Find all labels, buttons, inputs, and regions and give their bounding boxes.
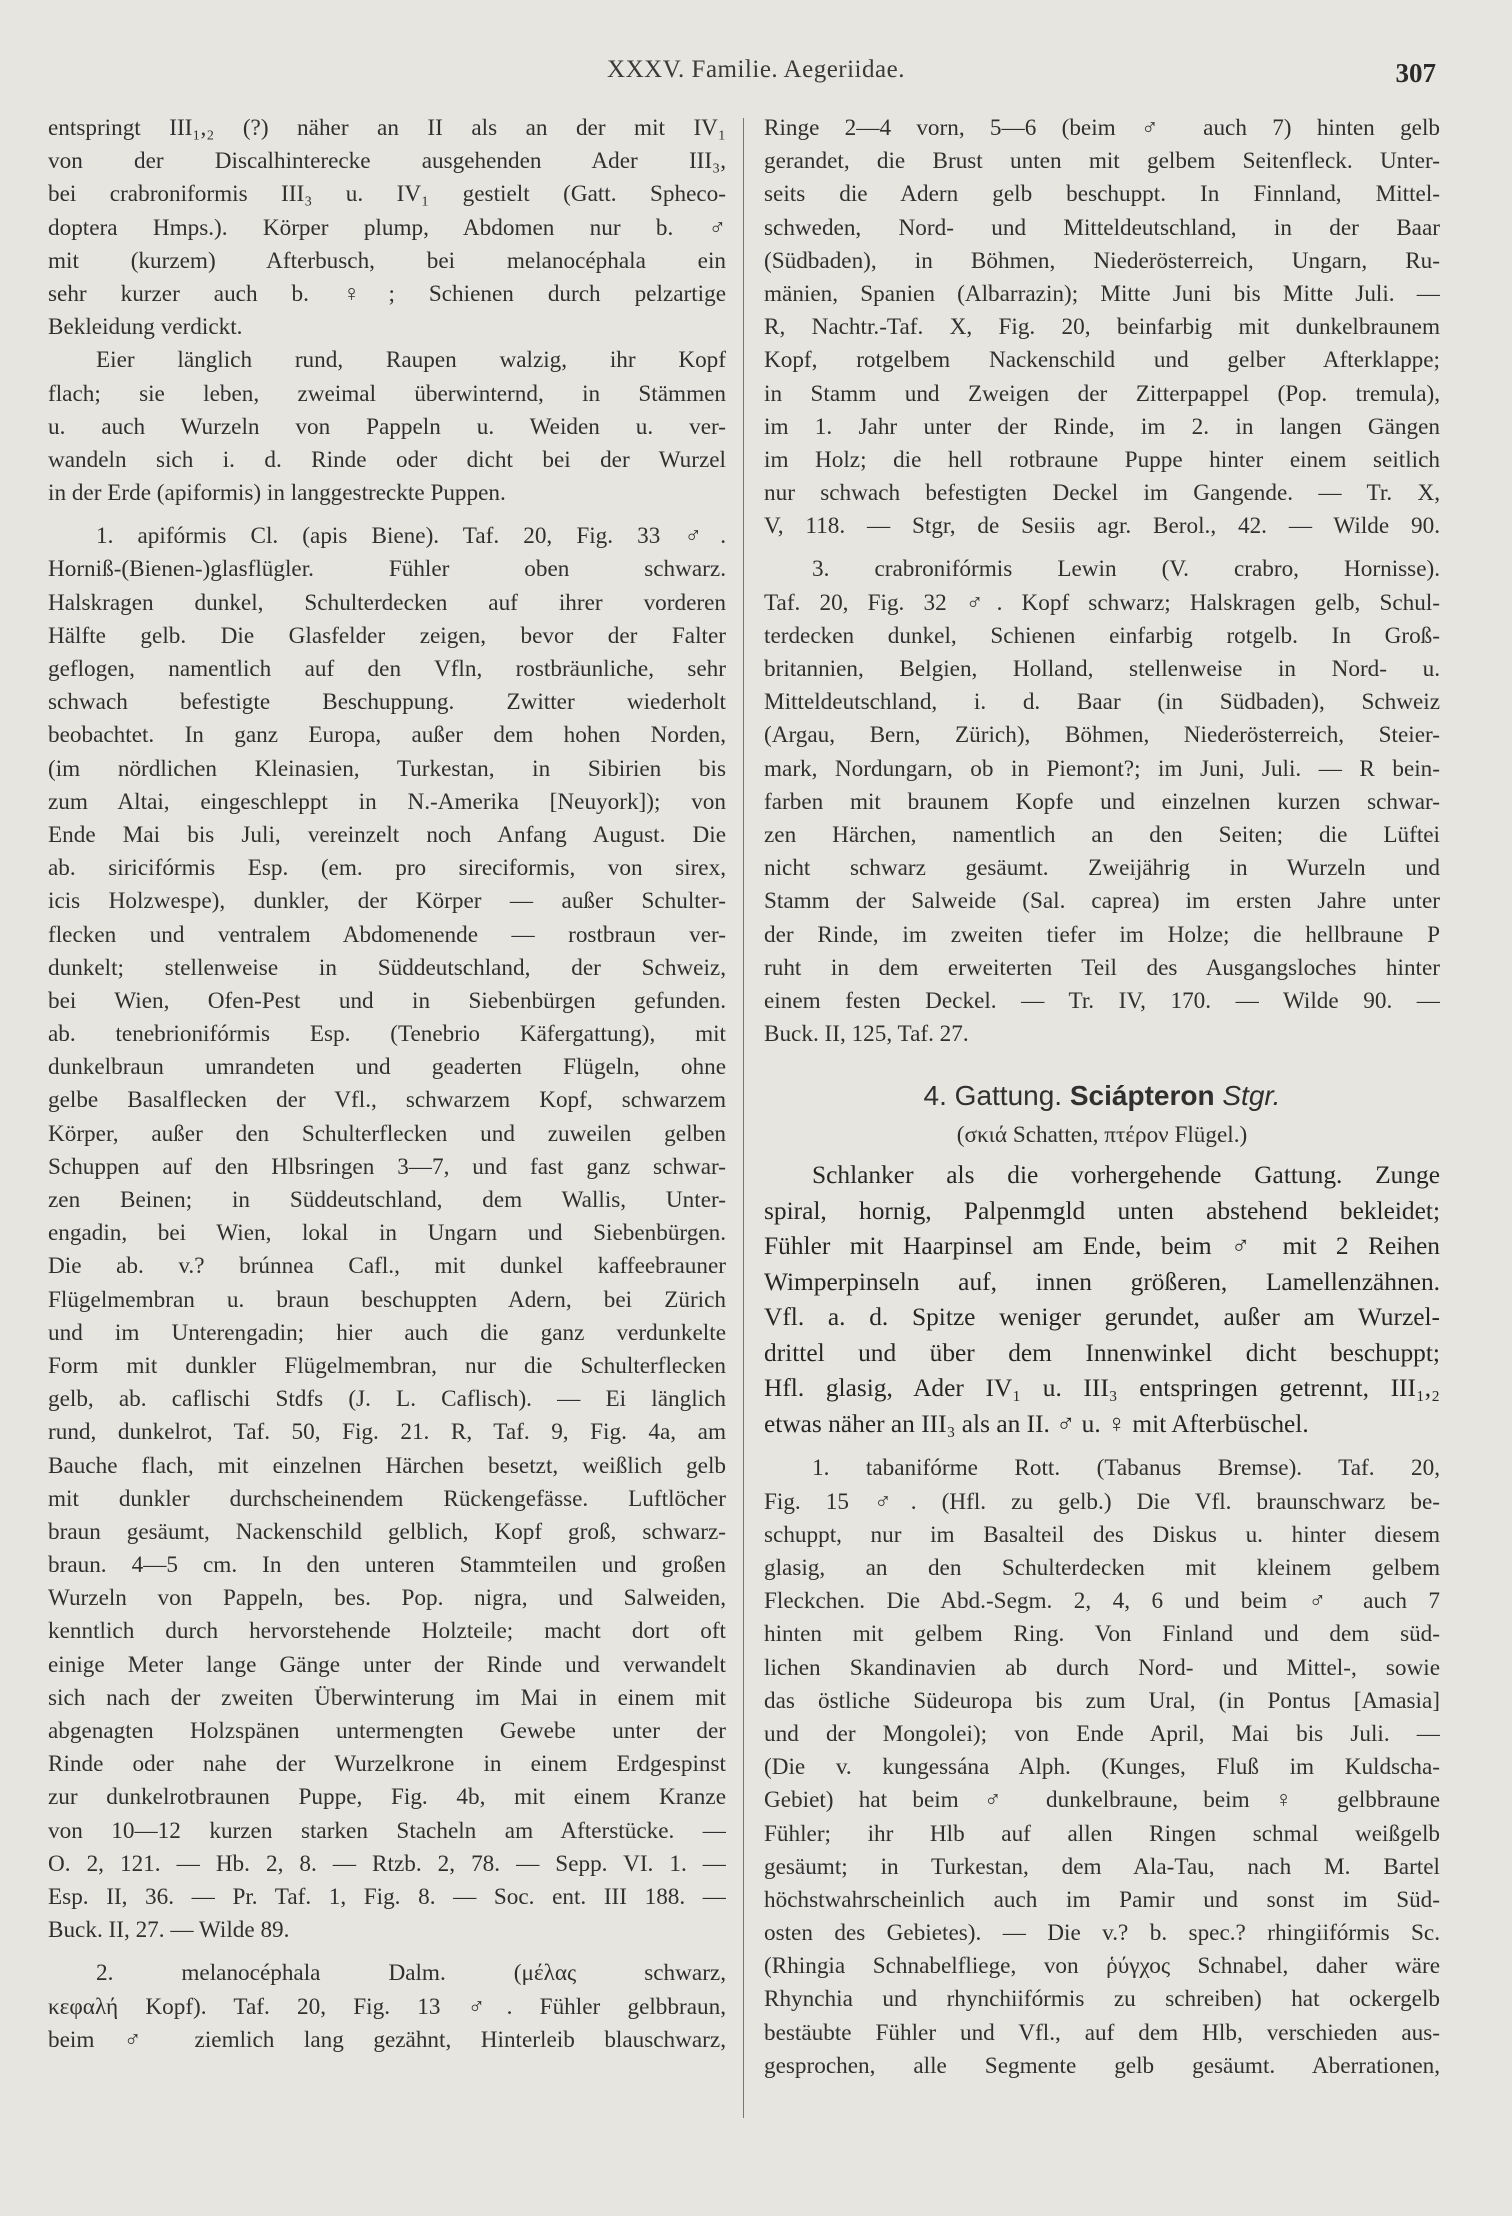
- text-line: R, Nachtr.-Taf. X, Fig. 20, beinfarbig mit dunkelbraunem: [764, 314, 1440, 341]
- text-line: Bekleidung verdickt.: [48, 314, 243, 341]
- text-line: das östliche Südeuropa bis zum Ural, (in Pontus [Amasia]: [764, 1687, 1440, 1714]
- text-line: gerandet, die Brust unten mit gelbem Seitenfleck. Unter-: [764, 148, 1440, 175]
- text-line: höchstwahrscheinlich auch im Pamir und sonst im Süd-: [764, 1886, 1440, 1913]
- text-line: 3. crabronifórmis Lewin (V. crabro, Hornisse).: [812, 556, 1440, 583]
- spacer: [48, 1947, 726, 1957]
- text-line: Wimperpinseln auf, innen größeren, Lamellenzähnen.: [764, 1267, 1440, 1296]
- text-line: spiral, hornig, Palpenmgld unten abstehend bekleidet;: [764, 1196, 1440, 1225]
- running-header: XXXV. Familie. Aegeriidae.: [607, 56, 905, 83]
- text-line: 1. apifórmis Cl. (apis Biene). Taf. 20, Fig. 33 ♂.: [96, 523, 726, 550]
- text-line: dunkelbraun umrandeten und geaderten Flügeln, ohne: [48, 1054, 726, 1081]
- text-line: nur schwach befestigten Deckel im Gangende. — Tr. X,: [764, 480, 1440, 507]
- text-line: Buck. II, 27. — Wilde 89.: [48, 1917, 290, 1944]
- text-line: (Südbaden), in Böhmen, Niederösterreich, Ungarn, Ru-: [764, 247, 1440, 274]
- right-column-top: [764, 112, 1440, 1051]
- text-line: Halskragen dunkel, Schulterdecken auf ihrer vorderen: [48, 589, 726, 616]
- text-line: und der Mongolei); von Ende April, Mai bis Juli. —: [764, 1720, 1440, 1747]
- text-line: in der Erde (apiformis) in langgestreckte Puppen.: [48, 480, 506, 507]
- text-line: Flügelmembran u. braun beschuppten Adern, bei Zürich: [48, 1286, 726, 1313]
- text-line: im Holz; die hell rotbraune Puppe hinter einem seitlich: [764, 446, 1440, 473]
- text-line: doptera Hmps.). Körper plump, Abdomen nur b. ♂: [48, 214, 726, 241]
- text-line: nicht schwarz gesäumt. Zweijährig in Wurzeln und: [764, 855, 1440, 882]
- text-line: bei crabroniformis III₃ u. IV₁ gestielt (Gatt. Spheco-: [48, 181, 726, 208]
- text-line: Eier länglich rund, Raupen walzig, ihr Kopf: [96, 347, 726, 374]
- spacer: [764, 1442, 1440, 1452]
- text-line: zen Härchen, namentlich an den Seiten; die Lüftei: [764, 821, 1440, 848]
- text-line: mit dunkler durchscheinendem Rückengefässe. Luftlöcher: [48, 1485, 726, 1512]
- text-line: hinten mit gelbem Ring. Von Finland und dem süd-: [764, 1621, 1440, 1648]
- text-line: Fühler; ihr Hlb auf allen Ringen schmal weißgelb: [764, 1820, 1440, 1847]
- text-line: Esp. II, 36. — Pr. Taf. 1, Fig. 8. — Soc. ent. III 188. —: [48, 1883, 726, 1910]
- text-line: 2. melanocéphala Dalm. (μέλας schwarz,: [96, 1960, 726, 1987]
- text-line: dunkelt; stellenweise in Süddeutschland, der Schweiz,: [48, 954, 726, 981]
- text-line: im 1. Jahr unter der Rinde, im 2. in langen Gängen: [764, 413, 1440, 440]
- text-line: abgenagten Holzspänen untermengten Gewebe unter der: [48, 1718, 726, 1744]
- text-line: Stamm der Salweide (Sal. caprea) im ersten Jahre unter: [764, 888, 1440, 915]
- genus-name: Sciápteron: [1069, 1080, 1215, 1112]
- text-line: u. auch Wurzeln von Pappeln u. Weiden u. ver-: [48, 413, 726, 440]
- text-line: sich nach der zweiten Überwinterung im Mai in einem mit: [48, 1684, 726, 1711]
- text-line: O. 2, 121. — Hb. 2, 8. — Rtzb. 2, 78. — Sepp. VI. 1. —: [48, 1850, 726, 1877]
- left-column: [48, 112, 726, 2057]
- text-line: Form mit dunkler Flügelmembran, nur die Schulterflecken: [48, 1352, 726, 1379]
- text-line: britannien, Belgien, Holland, stellenweise in Nord- u.: [764, 656, 1440, 682]
- text-line: gelb, ab. caflischi Stdfs (J. L. Caflisch). — Ei länglich: [48, 1386, 726, 1413]
- text-line: zen Beinen; in Süddeutschland, dem Wallis, Unter-: [48, 1187, 726, 1213]
- spacer: [48, 510, 726, 520]
- text-line: Hälfte gelb. Die Glasfelder zeigen, bevor der Falter: [48, 622, 726, 649]
- text-line: terdecken dunkel, Schienen einfarbig rotgelb. In Groß-: [764, 622, 1440, 649]
- text-line: V, 118. — Stgr, de Sesiis agr. Berol., 42. — Wilde 90.: [764, 513, 1440, 540]
- text-line: einem festen Deckel. — Tr. IV, 170. — Wilde 90. —: [764, 987, 1440, 1014]
- genus-etymology: (σκιά Schatten, πτέρον Flügel.): [956, 1122, 1248, 1149]
- text-line: Ende Mai bis Juli, vereinzelt noch Anfang August. Die: [48, 821, 726, 848]
- genus-author: Stgr.: [1222, 1080, 1281, 1112]
- text-line: drittel und über dem Innenwinkel dicht beschuppt;: [764, 1338, 1440, 1367]
- text-line: Horniß-(Bienen-)glasflügler. Fühler oben schwarz.: [48, 556, 726, 583]
- text-line: Fleckchen. Die Abd.-Segm. 2, 4, 6 und beim ♂ auch 7: [764, 1588, 1440, 1615]
- text-line: mit (kurzem) Afterbusch, bei melanocéphala ein: [48, 247, 726, 274]
- text-line: Die ab. v.? brúnnea Cafl., mit dunkel kaffeebrauner: [48, 1253, 726, 1280]
- text-line: ab. tenebrionifórmis Esp. (Tenebrio Käfergattung), mit: [48, 1021, 726, 1048]
- text-line: (Rhingia Schnabelfliege, von ῥύγχος Schnabel, daher wäre: [764, 1953, 1440, 1980]
- text-line: osten des Gebietes). — Die v.? b. spec.? rhingiifórmis Sc.: [764, 1920, 1440, 1947]
- text-line: schweden, Nord- und Mitteldeutschland, in der Baar: [764, 214, 1440, 241]
- text-line: gesäumt; in Turkestan, dem Ala-Tau, nach M. Bartel: [764, 1853, 1440, 1880]
- text-line: in Stamm und Zweigen der Zitterpappel (Pop. tremula),: [764, 380, 1440, 407]
- text-line: gelbe Basalflecken der Vfl., schwarzem Kopf, schwarzem: [48, 1087, 726, 1114]
- text-line: rund, dunkelrot, Taf. 50, Fig. 21. R, Taf. 9, Fig. 4a, am: [48, 1419, 726, 1446]
- text-line: mark, Nordungarn, ob in Piemont?; im Juni, Juli. — R bein-: [764, 755, 1440, 782]
- text-line: schuppt, nur im Basalteil des Diskus u. hinter diesem: [764, 1521, 1440, 1548]
- text-line: etwas näher an III₃ als an II. ♂ u. ♀ mit Afterbüschel.: [764, 1409, 1309, 1438]
- text-line: Rinde oder nahe der Wurzelkrone in einem Erdgespinst: [48, 1751, 726, 1778]
- text-line: flach; sie leben, zweimal überwinternd, in Stämmen: [48, 380, 726, 407]
- text-line: lichen Skandinavien ab durch Nord- und Mittel-, sowie: [764, 1654, 1440, 1681]
- genus-description: [764, 1158, 1440, 1442]
- text-line: entspringt III₁,₂ (?) näher an II als an der mit IV₁: [48, 115, 726, 141]
- right-column-bottom: [764, 1452, 1440, 2083]
- text-line: braun gesäumt, Nackenschild gelblich, Kopf groß, schwarz-: [48, 1518, 726, 1545]
- text-line: (Argau, Bern, Zürich), Böhmen, Niederösterreich, Steier-: [764, 722, 1440, 749]
- text-line: (Die v. kungessána Alph. (Kunges, Fluß im Kuldscha-: [764, 1754, 1440, 1781]
- text-line: farben mit braunem Kopfe und einzelnen kurzen schwar-: [764, 788, 1440, 815]
- genus-number: 4. Gattung.: [923, 1080, 1063, 1112]
- text-line: Wurzeln von Pappeln, bes. Pop. nigra, und Salweiden,: [48, 1585, 726, 1612]
- text-line: zum Altai, eingeschleppt in N.-Amerika [Neuyork]); von: [48, 788, 726, 815]
- column-divider: [743, 118, 744, 2118]
- text-line: Kopf, rotgelbem Nackenschild und gelber Afterklappe;: [764, 347, 1440, 374]
- text-line: gesprochen, alle Segmente gelb gesäumt. Aberrationen,: [764, 2052, 1440, 2079]
- text-line: Hfl. glasig, Ader IV₁ u. III₃ entspringen getrennt, III₁,₂: [764, 1374, 1440, 1403]
- text-line: und im Unterengadin; hier auch die ganz verdunkelte: [48, 1319, 726, 1346]
- text-line: beim ♂ ziemlich lang gezähnt, Hinterleib blauschwarz,: [48, 2026, 726, 2053]
- text-line: einige Meter lange Gänge unter der Rinde und verwandelt: [48, 1651, 726, 1678]
- text-line: flecken und ventralem Abdomenende — rostbraun ver-: [48, 921, 726, 948]
- text-line: glasig, an den Schulterdecken mit kleinem gelbem: [764, 1555, 1440, 1581]
- text-line: mänien, Spanien (Albarrazin); Mitte Juni bis Mitte Juli. —: [764, 280, 1440, 307]
- text-line: κεφαλή Kopf). Taf. 20, Fig. 13 ♂. Fühler gelbbraun,: [48, 1993, 726, 2020]
- text-line: von der Discalhinterecke ausgehenden Ader III₃,: [48, 148, 726, 175]
- text-line: bei Wien, Ofen-Pest und in Siebenbürgen gefunden.: [48, 987, 726, 1014]
- page-number: 307: [1395, 58, 1436, 88]
- text-line: Ringe 2—4 vorn, 5—6 (beim ♂ auch 7) hinten gelb: [764, 115, 1440, 141]
- text-line: 1. tabanifórme Rott. (Tabanus Bremse). Taf. 20,: [812, 1455, 1440, 1482]
- text-line: Mitteldeutschland, i. d. Baar (in Südbaden), Schweiz: [764, 689, 1440, 716]
- text-line: von 10—12 kurzen starken Stacheln am Afterstücke. —: [48, 1817, 726, 1844]
- text-line: wandeln sich i. d. Rinde oder dicht bei der Wurzel: [48, 446, 726, 473]
- text-line: Rhynchia und rhynchiifórmis zu schreiben) hat ockergelb: [764, 1986, 1440, 2013]
- text-line: Gebiet) hat beim ♂ dunkelbraune, beim ♀ gelbbraune: [764, 1787, 1440, 1814]
- text-line: (im nördlichen Kleinasien, Turkestan, in Sibirien bis: [48, 755, 726, 782]
- spacer: [764, 543, 1440, 553]
- text-line: sehr kurzer auch b. ♀; Schienen durch pelzartige: [48, 280, 726, 307]
- text-line: icis Holzwespe), dunkler, der Körper — außer Schulter-: [48, 888, 726, 915]
- right-column: [764, 112, 1440, 2083]
- text-line: kenntlich durch hervorstehende Holzteile; macht dort oft: [48, 1618, 726, 1645]
- text-line: beobachtet. In ganz Europa, außer dem hohen Norden,: [48, 722, 726, 749]
- text-line: Buck. II, 125, Taf. 27.: [764, 1021, 969, 1048]
- text-line: Schuppen auf den Hlbsringen 3—7, und fast ganz schwar-: [48, 1153, 726, 1180]
- text-line: der Rinde, im zweiten tiefer im Holze; die hellbraune P: [764, 921, 1440, 948]
- text-line: engadin, bei Wien, lokal in Ungarn und Siebenbürgen.: [48, 1220, 726, 1247]
- text-line: Taf. 20, Fig. 32 ♂. Kopf schwarz; Halskragen gelb, Schul-: [764, 589, 1440, 616]
- text-line: ruht in dem erweiterten Teil des Ausgangsloches hinter: [764, 954, 1440, 981]
- text-line: ab. siricifórmis Esp. (em. pro sireciformis, von sirex,: [48, 855, 726, 882]
- text-line: schwach befestigte Beschuppung. Zwitter wiederholt: [48, 689, 726, 716]
- text-line: Bauche flach, mit einzelnen Härchen besetzt, weißlich gelb: [48, 1452, 726, 1479]
- text-line: Schlanker als die vorhergehende Gattung. Zunge: [812, 1161, 1440, 1190]
- text-line: braun. 4—5 cm. In den unteren Stammteilen und großen: [48, 1552, 726, 1579]
- text-line: Vfl. a. d. Spitze weniger gerundet, außer am Wurzel-: [764, 1303, 1440, 1332]
- text-line: Körper, außer den Schulterflecken und zuweilen gelben: [48, 1120, 726, 1147]
- text-line: Fühler mit Haarpinsel am Ende, beim ♂ mit 2 Reihen: [764, 1232, 1440, 1261]
- genus-heading: [764, 1073, 1440, 1119]
- text-line: seits die Adern gelb beschuppt. In Finnland, Mittel-: [764, 181, 1440, 208]
- text-line: bestäubte Fühler und Vfl., auf dem Hlb, verschieden aus-: [764, 2019, 1440, 2046]
- text-line: Fig. 15 ♂. (Hfl. zu gelb.) Die Vfl. braunschwarz be-: [764, 1488, 1440, 1515]
- text-line: geflogen, namentlich auf den Vfln, rostbräunliche, sehr: [48, 656, 726, 682]
- text-line: zur dunkelrotbraunen Puppe, Fig. 4b, mit einem Kranze: [48, 1784, 726, 1811]
